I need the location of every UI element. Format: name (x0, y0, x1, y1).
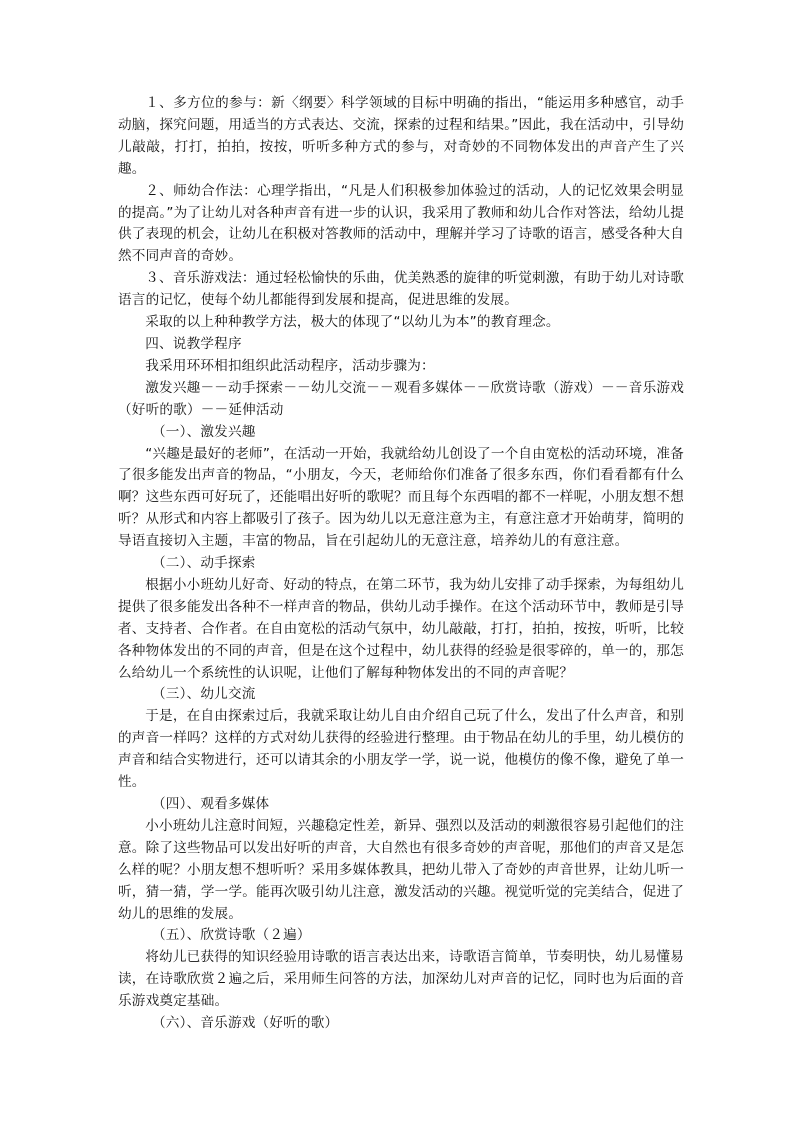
subheading-step-1: （一）、激发兴趣 (152, 423, 256, 440)
subheading-step-4: （四）、观看多媒体 (152, 796, 270, 812)
document-body (118, 93, 684, 1035)
paragraph-methods-summary: 采取的以上种种教学方法，极大的体现了“以幼儿为本”的教育理念。 (145, 314, 560, 331)
section-heading-teaching-procedure: 四、说教学程序 (145, 335, 242, 352)
paragraph-method-2: ２、师幼合作法：心理学指出，“凡是人们积极参加体验过的活动，人的记忆效果会明显的提高。”为了让幼儿对各种声音有进一步的认识，我采用了教师和幼儿合作对答法，给幼儿提供了表现的机会，让幼儿在积极对答教师的活动中，理解并学习了诗歌的语言，感受各种大自然不同声音的奇妙。 (118, 182, 684, 265)
subheading-step-3: （三）、幼儿交流 (152, 686, 256, 703)
paragraph-procedure-steps: 激发兴趣－－动手探索－－幼儿交流－－观看多媒体－－欣赏诗歌（游戏）－－音乐游戏（好听的歌）－－延伸活动 (118, 379, 684, 418)
subheading-step-2: （二）、动手探索 (152, 555, 256, 572)
paragraph-step-4: 小小班幼儿注意时间短，兴趣稳定性差，新异、强烈以及活动的刺激很容易引起他们的注意。除了这些物品可以发出好听的声音，大自然也有很多奇妙的声音呢，那他们的声音又是怎么样的呢？小朋友想不想听听？采用多媒体教具，把幼儿带入了奇妙的声音世界，让幼儿听一听，猜一猜，学一学。能再次吸引幼儿注意，激发活动的兴趣。视觉听觉的完美结合，促进了幼儿的思维的发展。 (118, 817, 684, 922)
paragraph-step-3: 于是，在自由探索过后，我就采取让幼儿自由介绍自己玩了什么，发出了什么声音，和别的声音一样吗？这样的方式对幼儿获得的经验进行整理。由于物品在幼儿的手里，幼儿模仿的声音和结合实物进行，还可以请其余的小朋友学一学，说一说，他模仿的像不像，避免了单一性。 (118, 708, 684, 791)
paragraph-step-2: 根据小小班幼儿好奇、好动的特点，在第二环节，我为幼儿安排了动手探索，为每组幼儿提供了很多能发出各种不一样声音的物品，供幼儿动手操作。在这个活动环节中，教师是引导者、支持者、合作者。在自由宽松的活动气氛中，幼儿敲敲，打打，拍拍，按按，听听，比较各种物体发出的不同的声音，但是在这个过程中，幼儿获得的经验是很零碎的，单一的，那怎么给幼儿一个系统性的认识呢，让他们了解每种物体发出的不同的声音呢？ (118, 576, 684, 681)
paragraph-method-3: ３、音乐游戏法：通过轻松愉快的乐曲，优美熟悉的旋律的听觉刺激，有助于幼儿对诗歌语言的记忆，使每个幼儿都能得到发展和提高，促进思维的发展。 (118, 270, 684, 309)
paragraph-method-1: １、多方位的参与：新〈纲要〉科学领域的目标中明确的指出，“能运用多种感官，动手动脑，探究问题，用适当的方式表达、交流，探索的过程和结果。”因此，我在活动中，引导幼儿敲敲，打打，拍拍，按按，听听多种方式的参与，对奇妙的不同物体发出的声音产生了兴趣。 (118, 95, 684, 177)
subheading-step-6: （六）、音乐游戏（好听的歌） (152, 1015, 339, 1032)
paragraph-step-5: 将幼儿已获得的知识经验用诗歌的语言表达出来，诗歌语言简单，节奏明快，幼儿易懂易读，在诗歌欣赏２遍之后，采用师生问答的方法，加深幼儿对声音的记忆，同时也为后面的音乐游戏奠定基础。 (118, 949, 684, 1010)
paragraph-procedure-intro: 我采用环环相扣组织此活动程序，活动步骤为： (145, 357, 435, 374)
paragraph-step-1: “兴趣是最好的老师”，在活动一开始，我就给幼儿创设了一个自由宽松的活动环境，准备了很多能发出声音的物品，“小朋友，今天，老师给你们准备了很多东西，你们看看都有什么啊？这些东西可好玩了，还能唱出好听的歌呢？而且每个东西唱的都不一样呢，小朋友想不想听？从形式和内容上都吸引了孩子。因为幼儿以无意注意为主，有意注意才开始萌芽，简明的导语直接切入主题，丰富的物品，旨在引起幼儿的无意注意，培养幼儿的有意注意。 (118, 445, 684, 550)
subheading-step-5: （五）、欣赏诗歌（２遍） (152, 927, 311, 944)
